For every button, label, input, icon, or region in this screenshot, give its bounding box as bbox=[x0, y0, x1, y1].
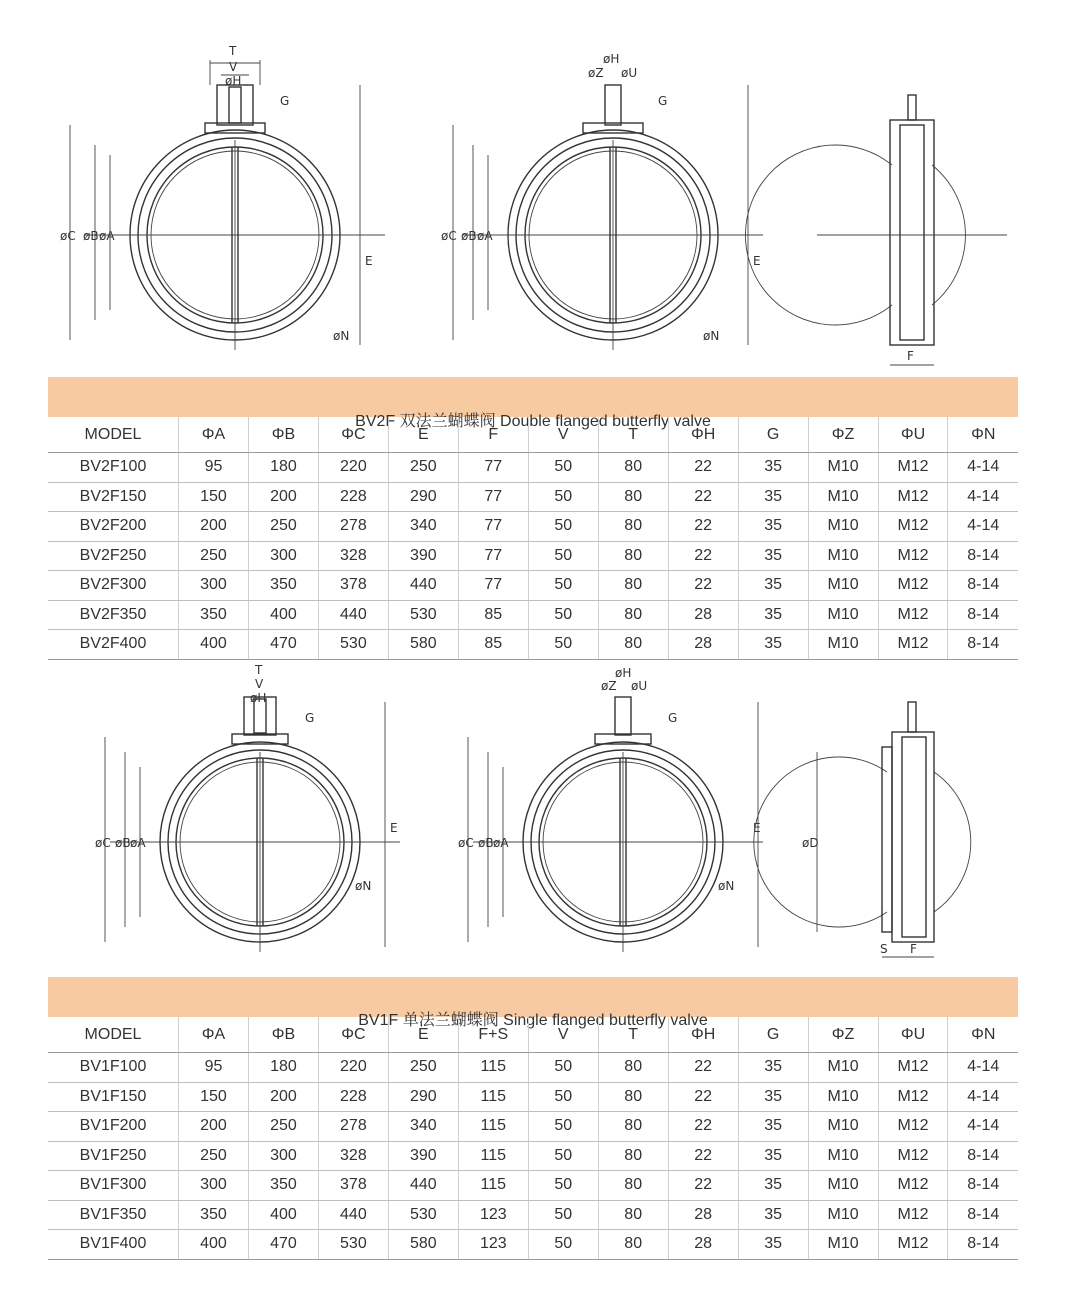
value-cell: 4-14 bbox=[948, 1112, 1018, 1142]
label-U: øU bbox=[621, 66, 638, 80]
model-cell: BV2F250 bbox=[48, 541, 179, 571]
double-flanged-drawings bbox=[0, 40, 1080, 375]
value-cell: 35 bbox=[738, 482, 808, 512]
value-cell: 200 bbox=[179, 512, 249, 542]
model-cell: BV2F400 bbox=[48, 630, 179, 660]
value-cell: M10 bbox=[808, 453, 878, 483]
value-cell: 250 bbox=[179, 1141, 249, 1171]
label-G-2: G bbox=[658, 94, 668, 108]
header-cell: ΦA bbox=[179, 1017, 249, 1053]
value-cell: 85 bbox=[458, 600, 528, 630]
table-row bbox=[48, 1141, 1018, 1171]
header-cell: G bbox=[738, 417, 808, 453]
value-cell: M10 bbox=[808, 1171, 878, 1201]
value-cell: M12 bbox=[878, 1171, 948, 1201]
value-cell: 440 bbox=[318, 1200, 388, 1230]
model-cell: BV2F350 bbox=[48, 600, 179, 630]
label-S: S bbox=[880, 942, 888, 956]
value-cell: 8-14 bbox=[948, 630, 1018, 660]
label-B-3: øB bbox=[115, 836, 131, 850]
value-cell: 470 bbox=[248, 630, 318, 660]
value-cell: 200 bbox=[248, 1082, 318, 1112]
value-cell: 50 bbox=[528, 1171, 598, 1201]
value-cell: 28 bbox=[668, 600, 738, 630]
value-cell: 80 bbox=[598, 1200, 668, 1230]
value-cell: 50 bbox=[528, 630, 598, 660]
value-cell: 80 bbox=[598, 482, 668, 512]
model-cell: BV2F300 bbox=[48, 571, 179, 601]
value-cell: 77 bbox=[458, 571, 528, 601]
model-cell: BV2F150 bbox=[48, 482, 179, 512]
value-cell: 22 bbox=[668, 1053, 738, 1083]
value-cell: 220 bbox=[318, 453, 388, 483]
table-row bbox=[48, 541, 1018, 571]
value-cell: 80 bbox=[598, 600, 668, 630]
label-N: øN bbox=[333, 329, 350, 343]
label-H-2: øH bbox=[603, 52, 620, 66]
value-cell: 250 bbox=[388, 1053, 458, 1083]
value-cell: 150 bbox=[179, 1082, 249, 1112]
value-cell: 80 bbox=[598, 1141, 668, 1171]
value-cell: 340 bbox=[388, 1112, 458, 1142]
value-cell: M12 bbox=[878, 1082, 948, 1112]
value-cell: 8-14 bbox=[948, 1171, 1018, 1201]
value-cell: 328 bbox=[318, 541, 388, 571]
value-cell: 80 bbox=[598, 541, 668, 571]
label-G-4: G bbox=[668, 711, 678, 725]
value-cell: 8-14 bbox=[948, 600, 1018, 630]
value-cell: 80 bbox=[598, 1230, 668, 1260]
value-cell: 77 bbox=[458, 482, 528, 512]
header-cell: ΦB bbox=[248, 417, 318, 453]
value-cell: 35 bbox=[738, 1200, 808, 1230]
value-cell: 440 bbox=[318, 600, 388, 630]
value-cell: 300 bbox=[179, 571, 249, 601]
value-cell: 35 bbox=[738, 1141, 808, 1171]
model-cell: BV1F250 bbox=[48, 1141, 179, 1171]
value-cell: 350 bbox=[248, 571, 318, 601]
header-cell: MODEL bbox=[48, 1017, 179, 1053]
value-cell: 250 bbox=[388, 453, 458, 483]
value-cell: 80 bbox=[598, 571, 668, 601]
value-cell: 35 bbox=[738, 453, 808, 483]
value-cell: 300 bbox=[179, 1171, 249, 1201]
value-cell: 50 bbox=[528, 600, 598, 630]
header-cell: ΦZ bbox=[808, 417, 878, 453]
single-flanged-rows bbox=[48, 1053, 1018, 1260]
value-cell: 35 bbox=[738, 1230, 808, 1260]
model-cell: BV1F400 bbox=[48, 1230, 179, 1260]
value-cell: 350 bbox=[179, 1200, 249, 1230]
table-header-row bbox=[48, 1017, 1018, 1053]
table-row bbox=[48, 1230, 1018, 1260]
value-cell: M10 bbox=[808, 630, 878, 660]
value-cell: 250 bbox=[179, 541, 249, 571]
value-cell: 35 bbox=[738, 512, 808, 542]
value-cell: M10 bbox=[808, 571, 878, 601]
single-flanged-banner bbox=[48, 977, 1018, 1029]
value-cell: 22 bbox=[668, 571, 738, 601]
table-row bbox=[48, 1171, 1018, 1201]
value-cell: 150 bbox=[179, 482, 249, 512]
value-cell: 115 bbox=[458, 1141, 528, 1171]
value-cell: M12 bbox=[878, 1230, 948, 1260]
model-cell: BV2F100 bbox=[48, 453, 179, 483]
value-cell: 378 bbox=[318, 571, 388, 601]
value-cell: 180 bbox=[248, 453, 318, 483]
double-flanged-banner bbox=[48, 377, 1018, 430]
value-cell: 50 bbox=[528, 1112, 598, 1142]
value-cell: 440 bbox=[388, 1171, 458, 1201]
table-row bbox=[48, 571, 1018, 601]
value-cell: 35 bbox=[738, 571, 808, 601]
value-cell: M12 bbox=[878, 630, 948, 660]
table-row bbox=[48, 1112, 1018, 1142]
value-cell: M12 bbox=[878, 512, 948, 542]
single-flanged-table bbox=[48, 1017, 1018, 1260]
value-cell: 28 bbox=[668, 630, 738, 660]
label-A-4: øA bbox=[493, 836, 509, 850]
model-cell: BV1F200 bbox=[48, 1112, 179, 1142]
value-cell: 200 bbox=[248, 482, 318, 512]
label-V-3: V bbox=[255, 677, 264, 691]
label-C: øC bbox=[60, 229, 76, 243]
model-cell: BV1F300 bbox=[48, 1171, 179, 1201]
header-cell: T bbox=[598, 1017, 668, 1053]
value-cell: M10 bbox=[808, 1200, 878, 1230]
value-cell: 278 bbox=[318, 512, 388, 542]
value-cell: 50 bbox=[528, 541, 598, 571]
value-cell: 80 bbox=[598, 1082, 668, 1112]
side-view-2 bbox=[754, 702, 971, 957]
value-cell: 180 bbox=[248, 1053, 318, 1083]
value-cell: 8-14 bbox=[948, 1230, 1018, 1260]
header-cell: ΦU bbox=[878, 1017, 948, 1053]
value-cell: 400 bbox=[248, 600, 318, 630]
value-cell: 390 bbox=[388, 1141, 458, 1171]
model-cell: BV1F150 bbox=[48, 1082, 179, 1112]
table-row bbox=[48, 1200, 1018, 1230]
double-flanged-title: BV2F 双法兰蝴蝶阀 Double flanged butterfly valve bbox=[355, 413, 711, 430]
value-cell: M10 bbox=[808, 600, 878, 630]
label-A: øA bbox=[99, 229, 115, 243]
label-H-4: øH bbox=[615, 666, 632, 680]
value-cell: 350 bbox=[179, 600, 249, 630]
value-cell: 123 bbox=[458, 1200, 528, 1230]
value-cell: 22 bbox=[668, 1112, 738, 1142]
value-cell: 328 bbox=[318, 1141, 388, 1171]
label-E-4: E bbox=[753, 821, 761, 835]
label-G: G bbox=[280, 94, 290, 108]
label-D: øD bbox=[802, 836, 819, 850]
value-cell: 22 bbox=[668, 512, 738, 542]
value-cell: 50 bbox=[528, 1200, 598, 1230]
label-G-3: G bbox=[305, 711, 315, 725]
value-cell: M12 bbox=[878, 600, 948, 630]
value-cell: 50 bbox=[528, 1230, 598, 1260]
value-cell: 4-14 bbox=[948, 512, 1018, 542]
value-cell: 8-14 bbox=[948, 541, 1018, 571]
label-N-2: øN bbox=[703, 329, 720, 343]
value-cell: 115 bbox=[458, 1053, 528, 1083]
table-header-row bbox=[48, 417, 1018, 453]
value-cell: 300 bbox=[248, 541, 318, 571]
value-cell: 4-14 bbox=[948, 1082, 1018, 1112]
label-E-3: E bbox=[390, 821, 398, 835]
value-cell: 278 bbox=[318, 1112, 388, 1142]
label-H-3: øH bbox=[250, 691, 267, 705]
value-cell: 77 bbox=[458, 541, 528, 571]
value-cell: 530 bbox=[388, 600, 458, 630]
value-cell: M10 bbox=[808, 482, 878, 512]
header-cell: V bbox=[528, 417, 598, 453]
label-N-4: øN bbox=[718, 879, 735, 893]
label-C-4: øC bbox=[458, 836, 474, 850]
value-cell: 22 bbox=[668, 1141, 738, 1171]
value-cell: 580 bbox=[388, 1230, 458, 1260]
value-cell: 4-14 bbox=[948, 482, 1018, 512]
value-cell: 85 bbox=[458, 630, 528, 660]
value-cell: 50 bbox=[528, 1053, 598, 1083]
value-cell: 35 bbox=[738, 1082, 808, 1112]
table-row bbox=[48, 512, 1018, 542]
front-view-2 bbox=[441, 52, 763, 350]
value-cell: 200 bbox=[179, 1112, 249, 1142]
value-cell: 390 bbox=[388, 541, 458, 571]
label-F-2: F bbox=[910, 942, 917, 956]
header-cell: ΦN bbox=[948, 417, 1018, 453]
value-cell: 80 bbox=[598, 1112, 668, 1142]
value-cell: 580 bbox=[388, 630, 458, 660]
value-cell: 50 bbox=[528, 512, 598, 542]
value-cell: 35 bbox=[738, 1112, 808, 1142]
value-cell: M12 bbox=[878, 482, 948, 512]
value-cell: 22 bbox=[668, 1082, 738, 1112]
value-cell: 250 bbox=[248, 512, 318, 542]
value-cell: 80 bbox=[598, 1171, 668, 1201]
label-C-3: øC bbox=[95, 836, 111, 850]
double-flanged-table bbox=[48, 417, 1018, 660]
value-cell: 22 bbox=[668, 482, 738, 512]
value-cell: 50 bbox=[528, 482, 598, 512]
value-cell: M10 bbox=[808, 1141, 878, 1171]
header-cell: ΦN bbox=[948, 1017, 1018, 1053]
label-N-3: øN bbox=[355, 879, 372, 893]
value-cell: 115 bbox=[458, 1112, 528, 1142]
value-cell: M12 bbox=[878, 1141, 948, 1171]
side-view-1 bbox=[745, 95, 1007, 365]
value-cell: 22 bbox=[668, 1171, 738, 1201]
header-cell: G bbox=[738, 1017, 808, 1053]
value-cell: 28 bbox=[668, 1230, 738, 1260]
label-T-3: T bbox=[255, 663, 263, 677]
value-cell: 35 bbox=[738, 1053, 808, 1083]
value-cell: M12 bbox=[878, 1053, 948, 1083]
value-cell: M10 bbox=[808, 541, 878, 571]
table-row bbox=[48, 1082, 1018, 1112]
value-cell: 530 bbox=[318, 1230, 388, 1260]
value-cell: 35 bbox=[738, 600, 808, 630]
value-cell: 228 bbox=[318, 1082, 388, 1112]
table-row bbox=[48, 1053, 1018, 1083]
value-cell: 50 bbox=[528, 453, 598, 483]
table-row bbox=[48, 630, 1018, 660]
label-B-2: øB bbox=[461, 229, 477, 243]
header-cell: ΦH bbox=[668, 1017, 738, 1053]
value-cell: 35 bbox=[738, 1171, 808, 1201]
header-cell: E bbox=[388, 1017, 458, 1053]
value-cell: M10 bbox=[808, 1082, 878, 1112]
value-cell: 123 bbox=[458, 1230, 528, 1260]
label-V: V bbox=[229, 60, 238, 74]
value-cell: 35 bbox=[738, 541, 808, 571]
header-cell: ΦZ bbox=[808, 1017, 878, 1053]
value-cell: 8-14 bbox=[948, 1200, 1018, 1230]
label-F: F bbox=[907, 349, 914, 363]
single-flanged-svg bbox=[0, 662, 1080, 977]
front-view-4 bbox=[458, 666, 763, 952]
front-view-1 bbox=[60, 44, 385, 350]
value-cell: M12 bbox=[878, 453, 948, 483]
value-cell: 340 bbox=[388, 512, 458, 542]
table-row bbox=[48, 453, 1018, 483]
value-cell: 115 bbox=[458, 1082, 528, 1112]
value-cell: M12 bbox=[878, 1112, 948, 1142]
value-cell: 115 bbox=[458, 1171, 528, 1201]
label-U-4: øU bbox=[631, 679, 648, 693]
value-cell: 250 bbox=[248, 1112, 318, 1142]
value-cell: 4-14 bbox=[948, 453, 1018, 483]
label-B-4: øB bbox=[478, 836, 494, 850]
value-cell: M10 bbox=[808, 512, 878, 542]
value-cell: M12 bbox=[878, 1200, 948, 1230]
header-cell: ΦB bbox=[248, 1017, 318, 1053]
single-flanged-title: BV1F 单法兰蝴蝶阀 Single flanged butterfly valve bbox=[358, 1012, 708, 1029]
header-cell: V bbox=[528, 1017, 598, 1053]
value-cell: 28 bbox=[668, 1200, 738, 1230]
double-flanged-rows bbox=[48, 453, 1018, 660]
single-flanged-drawings bbox=[0, 662, 1080, 977]
label-H: øH bbox=[225, 74, 242, 88]
header-cell: MODEL bbox=[48, 417, 179, 453]
value-cell: 35 bbox=[738, 630, 808, 660]
value-cell: M12 bbox=[878, 571, 948, 601]
value-cell: 50 bbox=[528, 1141, 598, 1171]
model-cell: BV2F200 bbox=[48, 512, 179, 542]
value-cell: 350 bbox=[248, 1171, 318, 1201]
header-cell: T bbox=[598, 417, 668, 453]
value-cell: 470 bbox=[248, 1230, 318, 1260]
table-row bbox=[48, 482, 1018, 512]
label-Z: øZ bbox=[588, 66, 604, 80]
label-E-2: E bbox=[753, 254, 761, 268]
value-cell: 80 bbox=[598, 1053, 668, 1083]
value-cell: 228 bbox=[318, 482, 388, 512]
value-cell: 290 bbox=[388, 1082, 458, 1112]
label-C-2: øC bbox=[441, 229, 457, 243]
value-cell: 530 bbox=[388, 1200, 458, 1230]
header-cell: ΦH bbox=[668, 417, 738, 453]
value-cell: 80 bbox=[598, 512, 668, 542]
value-cell: 400 bbox=[179, 1230, 249, 1260]
value-cell: M12 bbox=[878, 541, 948, 571]
value-cell: 440 bbox=[388, 571, 458, 601]
value-cell: 80 bbox=[598, 453, 668, 483]
header-cell: ΦC bbox=[318, 417, 388, 453]
value-cell: 77 bbox=[458, 453, 528, 483]
header-cell: ΦU bbox=[878, 417, 948, 453]
model-cell: BV1F100 bbox=[48, 1053, 179, 1083]
label-E: E bbox=[365, 254, 373, 268]
value-cell: 95 bbox=[179, 453, 249, 483]
value-cell: 80 bbox=[598, 630, 668, 660]
header-cell: ΦC bbox=[318, 1017, 388, 1053]
header-cell: F bbox=[458, 417, 528, 453]
value-cell: 77 bbox=[458, 512, 528, 542]
value-cell: M10 bbox=[808, 1112, 878, 1142]
value-cell: 22 bbox=[668, 453, 738, 483]
value-cell: 22 bbox=[668, 541, 738, 571]
value-cell: 530 bbox=[318, 630, 388, 660]
value-cell: 290 bbox=[388, 482, 458, 512]
header-cell: ΦA bbox=[179, 417, 249, 453]
front-view-3 bbox=[95, 663, 400, 952]
label-B: øB bbox=[83, 229, 99, 243]
value-cell: 400 bbox=[248, 1200, 318, 1230]
value-cell: 8-14 bbox=[948, 571, 1018, 601]
value-cell: 220 bbox=[318, 1053, 388, 1083]
value-cell: 8-14 bbox=[948, 1141, 1018, 1171]
value-cell: 378 bbox=[318, 1171, 388, 1201]
label-A-3: øA bbox=[130, 836, 146, 850]
header-cell: F+S bbox=[458, 1017, 528, 1053]
label-A-2: øA bbox=[477, 229, 493, 243]
table-row bbox=[48, 600, 1018, 630]
value-cell: M10 bbox=[808, 1053, 878, 1083]
label-T: T bbox=[229, 44, 237, 58]
value-cell: 4-14 bbox=[948, 1053, 1018, 1083]
value-cell: 50 bbox=[528, 571, 598, 601]
value-cell: 95 bbox=[179, 1053, 249, 1083]
double-flanged-svg bbox=[0, 40, 1080, 375]
label-Z-4: øZ bbox=[601, 679, 617, 693]
value-cell: 400 bbox=[179, 630, 249, 660]
value-cell: M10 bbox=[808, 1230, 878, 1260]
value-cell: 300 bbox=[248, 1141, 318, 1171]
header-cell: E bbox=[388, 417, 458, 453]
model-cell: BV1F350 bbox=[48, 1200, 179, 1230]
value-cell: 50 bbox=[528, 1082, 598, 1112]
